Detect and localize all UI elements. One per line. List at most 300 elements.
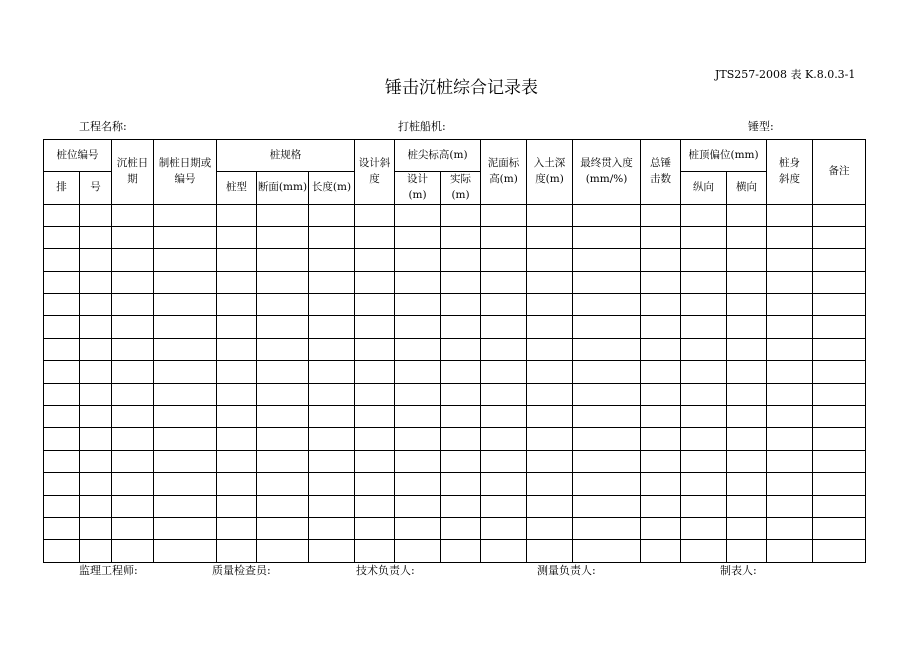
table-cell (112, 294, 154, 316)
table-cell (355, 316, 395, 338)
table-cell (309, 473, 355, 495)
pile-ship-label: 打桩船机: (398, 120, 446, 133)
table-cell (527, 361, 573, 383)
table-cell (641, 428, 681, 450)
table-cell (44, 517, 80, 539)
table-cell (257, 316, 309, 338)
table-cell (573, 383, 641, 405)
table-cell (641, 450, 681, 472)
table-cell (527, 271, 573, 293)
table-cell (154, 406, 217, 428)
table-cell (112, 361, 154, 383)
table-cell (767, 204, 813, 226)
table-cell (481, 540, 527, 562)
table-cell (573, 316, 641, 338)
table-cell (681, 428, 727, 450)
table-cell (257, 294, 309, 316)
table-cell (813, 540, 866, 562)
table-cell (767, 294, 813, 316)
table-cell (527, 517, 573, 539)
table-cell (309, 517, 355, 539)
table-cell (257, 428, 309, 450)
table-cell (217, 540, 257, 562)
table-cell (44, 338, 80, 360)
table-cell (395, 450, 441, 472)
table-cell (813, 361, 866, 383)
table-cell (355, 540, 395, 562)
table-cell (727, 316, 767, 338)
table-cell (355, 383, 395, 405)
table-cell (257, 361, 309, 383)
table-cell (44, 316, 80, 338)
table-row (44, 495, 866, 517)
table-cell (573, 450, 641, 472)
table-cell (573, 271, 641, 293)
table-cell (257, 338, 309, 360)
table-cell (767, 473, 813, 495)
table-cell (813, 249, 866, 271)
header-total-blows: 总锤 击数 (641, 140, 681, 205)
table-cell (481, 226, 527, 248)
table-cell (395, 495, 441, 517)
table-cell (112, 540, 154, 562)
table-cell (813, 204, 866, 226)
header-tip-elevation: 桩尖标高(m) (395, 140, 481, 172)
header-note: 备注 (813, 140, 866, 205)
table-cell (441, 294, 481, 316)
table-cell (355, 271, 395, 293)
table-cell (309, 406, 355, 428)
table-cell (727, 294, 767, 316)
table-cell (80, 406, 112, 428)
table-cell (112, 204, 154, 226)
table-cell (355, 428, 395, 450)
table-cell (217, 450, 257, 472)
table-cell (813, 294, 866, 316)
table-cell (257, 226, 309, 248)
table-cell (767, 383, 813, 405)
table-cell (257, 540, 309, 562)
table-cell (80, 226, 112, 248)
table-cell (573, 473, 641, 495)
header-length: 长度(m) (309, 172, 355, 205)
table-cell (395, 316, 441, 338)
table-cell (112, 406, 154, 428)
header-num: 号 (80, 172, 112, 205)
table-cell (44, 406, 80, 428)
table-cell (681, 271, 727, 293)
table-cell (217, 428, 257, 450)
table-cell (112, 226, 154, 248)
table-cell (813, 473, 866, 495)
table-cell (681, 316, 727, 338)
table-row (44, 226, 866, 248)
table-cell (44, 540, 80, 562)
table-cell (727, 361, 767, 383)
table-cell (217, 249, 257, 271)
table-cell (813, 226, 866, 248)
table-cell (80, 249, 112, 271)
table-row (44, 473, 866, 495)
table-cell (257, 249, 309, 271)
table-cell (641, 294, 681, 316)
table-cell (154, 316, 217, 338)
table-cell (641, 406, 681, 428)
table-cell (112, 517, 154, 539)
table-cell (681, 226, 727, 248)
table-cell (527, 226, 573, 248)
table-cell (481, 361, 527, 383)
project-name-label: 工程名称: (79, 120, 127, 133)
table-row (44, 450, 866, 472)
table-cell (641, 271, 681, 293)
table-cell (441, 473, 481, 495)
table-cell (573, 204, 641, 226)
table-cell (681, 495, 727, 517)
table-cell (44, 294, 80, 316)
table-cell (355, 450, 395, 472)
table-cell (727, 226, 767, 248)
table-cell (441, 495, 481, 517)
table-cell (80, 271, 112, 293)
table-cell (813, 406, 866, 428)
table-cell (309, 249, 355, 271)
table-cell (681, 294, 727, 316)
table-cell (481, 204, 527, 226)
table-cell (767, 450, 813, 472)
table-cell (481, 316, 527, 338)
table-cell (641, 249, 681, 271)
table-row (44, 316, 866, 338)
table-cell (573, 406, 641, 428)
table-cell (217, 271, 257, 293)
table-cell (80, 383, 112, 405)
table-cell (727, 450, 767, 472)
table-cell (573, 338, 641, 360)
footer-tech: 技术负责人: (356, 564, 415, 577)
header-design-slope: 设计斜 度 (355, 140, 395, 205)
table-cell (395, 383, 441, 405)
table-cell (641, 517, 681, 539)
table-cell (80, 204, 112, 226)
table-cell (309, 428, 355, 450)
table-cell (154, 383, 217, 405)
header-longitudinal: 纵向 (681, 172, 727, 205)
header-make-date: 制桩日期或 编号 (154, 140, 217, 205)
table-cell (441, 540, 481, 562)
table-cell (309, 294, 355, 316)
table-cell (573, 249, 641, 271)
table-cell (217, 226, 257, 248)
table-cell (154, 450, 217, 472)
table-row (44, 338, 866, 360)
table-row (44, 294, 866, 316)
table-cell (309, 204, 355, 226)
table-cell (154, 249, 217, 271)
table-cell (767, 338, 813, 360)
table-cell (154, 540, 217, 562)
table-cell (441, 383, 481, 405)
table-cell (355, 249, 395, 271)
table-cell (641, 383, 681, 405)
table-cell (355, 406, 395, 428)
table-cell (44, 428, 80, 450)
table-cell (727, 338, 767, 360)
table-cell (154, 473, 217, 495)
table-cell (813, 383, 866, 405)
table-cell (355, 294, 395, 316)
table-cell (527, 249, 573, 271)
table-cell (727, 495, 767, 517)
table-cell (481, 428, 527, 450)
table-cell (767, 226, 813, 248)
table-row (44, 428, 866, 450)
table-cell (527, 338, 573, 360)
table-cell (112, 249, 154, 271)
table-cell (767, 428, 813, 450)
table-row (44, 517, 866, 539)
table-cell (573, 517, 641, 539)
table-cell (112, 428, 154, 450)
table-cell (44, 271, 80, 293)
table-cell (309, 495, 355, 517)
table-cell (112, 450, 154, 472)
table-cell (217, 338, 257, 360)
table-cell (727, 517, 767, 539)
table-cell (767, 517, 813, 539)
table-cell (257, 271, 309, 293)
table-cell (767, 316, 813, 338)
table-cell (395, 428, 441, 450)
table-cell (112, 495, 154, 517)
table-cell (112, 383, 154, 405)
table-cell (154, 204, 217, 226)
table-cell (395, 271, 441, 293)
table-cell (681, 204, 727, 226)
table-cell (309, 540, 355, 562)
table-cell (217, 316, 257, 338)
table-cell (727, 383, 767, 405)
table-cell (355, 361, 395, 383)
table-cell (309, 450, 355, 472)
header-row: 排 (44, 172, 80, 205)
footer-quality: 质量检查员: (212, 564, 271, 577)
header-transverse: 横向 (727, 172, 767, 205)
table-cell (481, 406, 527, 428)
table-cell (217, 406, 257, 428)
table-cell (395, 361, 441, 383)
table-cell (257, 495, 309, 517)
table-cell (257, 383, 309, 405)
table-cell (44, 249, 80, 271)
table-row (44, 361, 866, 383)
table-cell (481, 517, 527, 539)
table-cell (813, 316, 866, 338)
table-cell (80, 316, 112, 338)
table-row (44, 249, 866, 271)
table-cell (681, 406, 727, 428)
table-cell (767, 271, 813, 293)
table-cell (727, 249, 767, 271)
table-cell (813, 450, 866, 472)
table-cell (641, 361, 681, 383)
table-cell (527, 450, 573, 472)
table-cell (767, 361, 813, 383)
table-cell (727, 473, 767, 495)
table-cell (217, 383, 257, 405)
footer-maker: 制表人: (720, 564, 757, 577)
header-body-slope: 桩身 斜度 (767, 140, 813, 205)
table-cell (395, 204, 441, 226)
table-cell (527, 383, 573, 405)
table-cell (641, 540, 681, 562)
table-cell (527, 473, 573, 495)
table-cell (767, 540, 813, 562)
table-cell (44, 204, 80, 226)
table-cell (681, 383, 727, 405)
table-cell (481, 249, 527, 271)
table-cell (257, 517, 309, 539)
table-cell (481, 473, 527, 495)
table-cell (257, 406, 309, 428)
table-cell (641, 495, 681, 517)
table-cell (813, 428, 866, 450)
table-cell (395, 338, 441, 360)
table-cell (355, 226, 395, 248)
header-depth: 入土深 度(m) (527, 140, 573, 205)
table-cell (80, 495, 112, 517)
table-cell (309, 383, 355, 405)
table-cell (154, 294, 217, 316)
table-cell (355, 473, 395, 495)
table-cell (641, 473, 681, 495)
header-tip-actual: 实际 (m) (441, 172, 481, 205)
table-cell (727, 204, 767, 226)
table-cell (641, 204, 681, 226)
table-cell (727, 540, 767, 562)
table-cell (767, 406, 813, 428)
table-cell (154, 338, 217, 360)
table-cell (44, 361, 80, 383)
table-cell (44, 450, 80, 472)
table-cell (309, 271, 355, 293)
table-cell (355, 495, 395, 517)
table-cell (154, 428, 217, 450)
table-cell (395, 249, 441, 271)
table-cell (641, 316, 681, 338)
form-code: JTS257-2008 表 K.8.0.3-1 (715, 68, 856, 81)
table-cell (481, 450, 527, 472)
table-cell (355, 517, 395, 539)
header-spec: 桩规格 (217, 140, 355, 172)
header-sink-date: 沉桩日 期 (112, 140, 154, 205)
table-cell (80, 428, 112, 450)
table-cell (112, 316, 154, 338)
table-cell (681, 473, 727, 495)
table-cell (395, 540, 441, 562)
table-cell (813, 517, 866, 539)
header-pile-no: 桩位编号 (44, 140, 112, 172)
table-cell (154, 495, 217, 517)
table-cell (154, 226, 217, 248)
header-top-offset: 桩顶偏位(mm) (681, 140, 767, 172)
header-tip-design: 设计 (m) (395, 172, 441, 205)
table-cell (44, 383, 80, 405)
table-cell (44, 495, 80, 517)
header-pile-type: 桩型 (217, 172, 257, 205)
header-mud-elevation: 泥面标 高(m) (481, 140, 527, 205)
table-cell (217, 517, 257, 539)
table-cell (573, 361, 641, 383)
table-cell (727, 271, 767, 293)
table-cell (112, 338, 154, 360)
table-cell (527, 428, 573, 450)
table-cell (217, 294, 257, 316)
table-row (44, 406, 866, 428)
record-table (43, 139, 866, 563)
table-cell (527, 406, 573, 428)
table-cell (395, 473, 441, 495)
table-cell (80, 294, 112, 316)
table-cell (573, 226, 641, 248)
table-row (44, 271, 866, 293)
table-cell (257, 473, 309, 495)
table-cell (112, 271, 154, 293)
table-row (44, 383, 866, 405)
table-cell (641, 338, 681, 360)
table-cell (309, 226, 355, 248)
table-cell (80, 517, 112, 539)
table-cell (80, 361, 112, 383)
table-cell (681, 540, 727, 562)
table-cell (527, 204, 573, 226)
table-cell (813, 271, 866, 293)
table-cell (217, 361, 257, 383)
table-cell (813, 338, 866, 360)
table-cell (80, 450, 112, 472)
table-cell (441, 204, 481, 226)
table-cell (154, 517, 217, 539)
table-cell (44, 473, 80, 495)
table-cell (217, 204, 257, 226)
table-cell (481, 338, 527, 360)
table-cell (527, 316, 573, 338)
header-section: 断面(mm) (257, 172, 309, 205)
table-cell (395, 517, 441, 539)
table-cell (681, 517, 727, 539)
table-cell (112, 473, 154, 495)
table-cell (309, 361, 355, 383)
table-cell (441, 406, 481, 428)
table-cell (154, 271, 217, 293)
table-row (44, 204, 866, 226)
table-cell (441, 450, 481, 472)
table-cell (355, 204, 395, 226)
table-cell (527, 294, 573, 316)
table-cell (727, 428, 767, 450)
table-cell (481, 495, 527, 517)
record-table-body (44, 204, 866, 562)
table-cell (80, 540, 112, 562)
table-cell (641, 226, 681, 248)
table-cell (727, 406, 767, 428)
header-final-penetration: 最终贯入度 (mm/%) (573, 140, 641, 205)
table-cell (767, 249, 813, 271)
table-cell (441, 428, 481, 450)
table-cell (441, 226, 481, 248)
table-cell (441, 249, 481, 271)
table-cell (355, 338, 395, 360)
